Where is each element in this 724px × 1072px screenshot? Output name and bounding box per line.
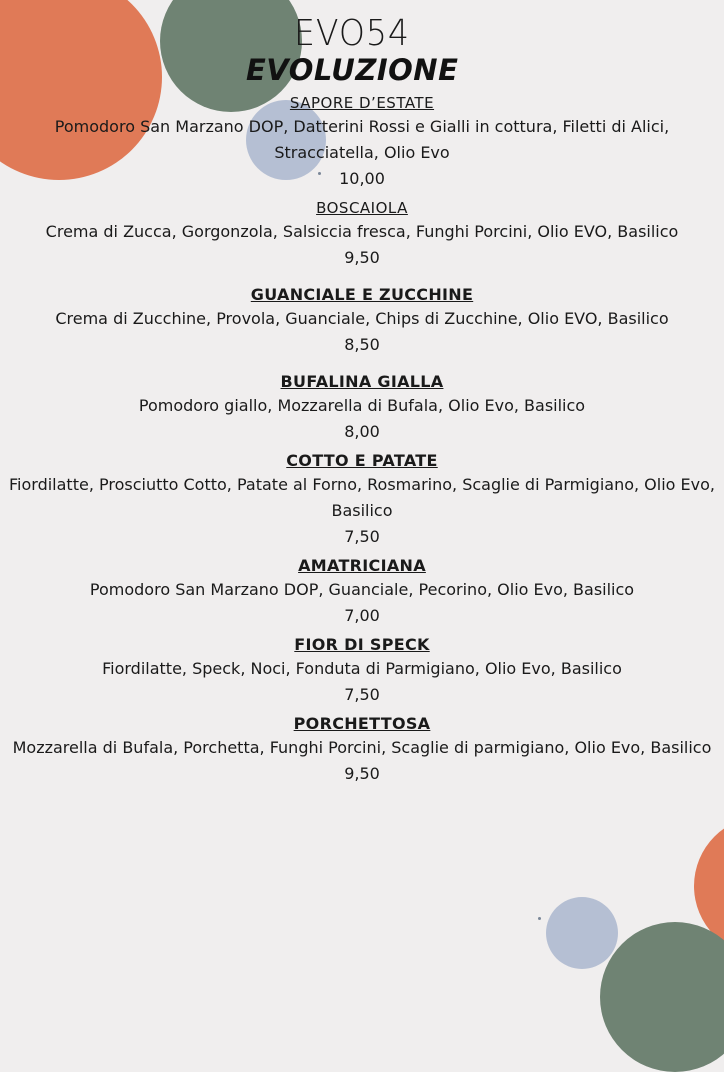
dish-description: Mozzarella di Bufala, Porchetta, Funghi Porcini, Scaglie di parmigiano, Olio Evo, Basilico — [12, 738, 712, 757]
menu-item — [0, 197, 724, 270]
dish-description: Pomodoro giallo, Mozzarella di Bufala, Olio Evo, Basilico — [138, 396, 586, 415]
menu-item — [0, 92, 724, 191]
dish-description: Pomodoro San Marzano DOP, Datterini Rossi e Gialli in cottura, Filetti di Alici, Stracciatella, Olio Evo — [54, 117, 670, 162]
dish-name: FIOR DI SPECK — [294, 635, 430, 654]
menu-title: EVOLUZIONE — [246, 53, 459, 87]
menu-list — [0, 92, 724, 792]
dish-price: 7,00 — [344, 606, 380, 625]
dish-price: 10,00 — [339, 169, 385, 188]
menu-item — [0, 450, 724, 549]
dish-price: 7,50 — [344, 527, 380, 546]
menu-item — [0, 555, 724, 628]
dish-name: GUANCIALE E ZUCCHINE — [250, 285, 474, 304]
dish-price: 9,50 — [344, 248, 380, 267]
menu-item — [0, 284, 724, 357]
menu-item — [0, 371, 724, 444]
dish-name: SAPORE D’ESTATE — [289, 94, 435, 112]
dish-price: 9,50 — [344, 764, 380, 783]
dish-description: Fiordilatte, Speck, Noci, Fonduta di Parmigiano, Olio Evo, Basilico — [102, 659, 622, 678]
decor-circle-green-bottom — [600, 922, 724, 1072]
dish-price: 8,00 — [344, 422, 380, 441]
dish-name: AMATRICIANA — [298, 556, 426, 575]
decor-circle-blue-bottom — [546, 897, 618, 969]
decor-dot — [538, 917, 541, 920]
dish-name: COTTO E PATATE — [286, 451, 438, 470]
menu-item — [0, 713, 724, 786]
dish-price: 7,50 — [344, 685, 380, 704]
menu-item — [0, 634, 724, 707]
dish-name: BOSCAIOLA — [316, 199, 408, 217]
dish-name: PORCHETTOSA — [293, 714, 431, 733]
brand-logo: EVO54 — [294, 13, 410, 54]
dish-description: Fiordilatte, Prosciutto Cotto, Patate al Forno, Rosmarino, Scaglie di Parmigiano, Olio Evo, Basilico — [9, 475, 715, 520]
dish-description: Pomodoro San Marzano DOP, Guanciale, Pecorino, Olio Evo, Basilico — [89, 580, 635, 599]
dish-description: Crema di Zucchine, Provola, Guanciale, Chips di Zucchine, Olio EVO, Basilico — [55, 309, 669, 328]
dish-price: 8,50 — [344, 335, 380, 354]
dish-name: BUFALINA GIALLA — [280, 372, 444, 391]
dish-description: Crema di Zucca, Gorgonzola, Salsiccia fresca, Funghi Porcini, Olio EVO, Basilico — [45, 222, 679, 241]
